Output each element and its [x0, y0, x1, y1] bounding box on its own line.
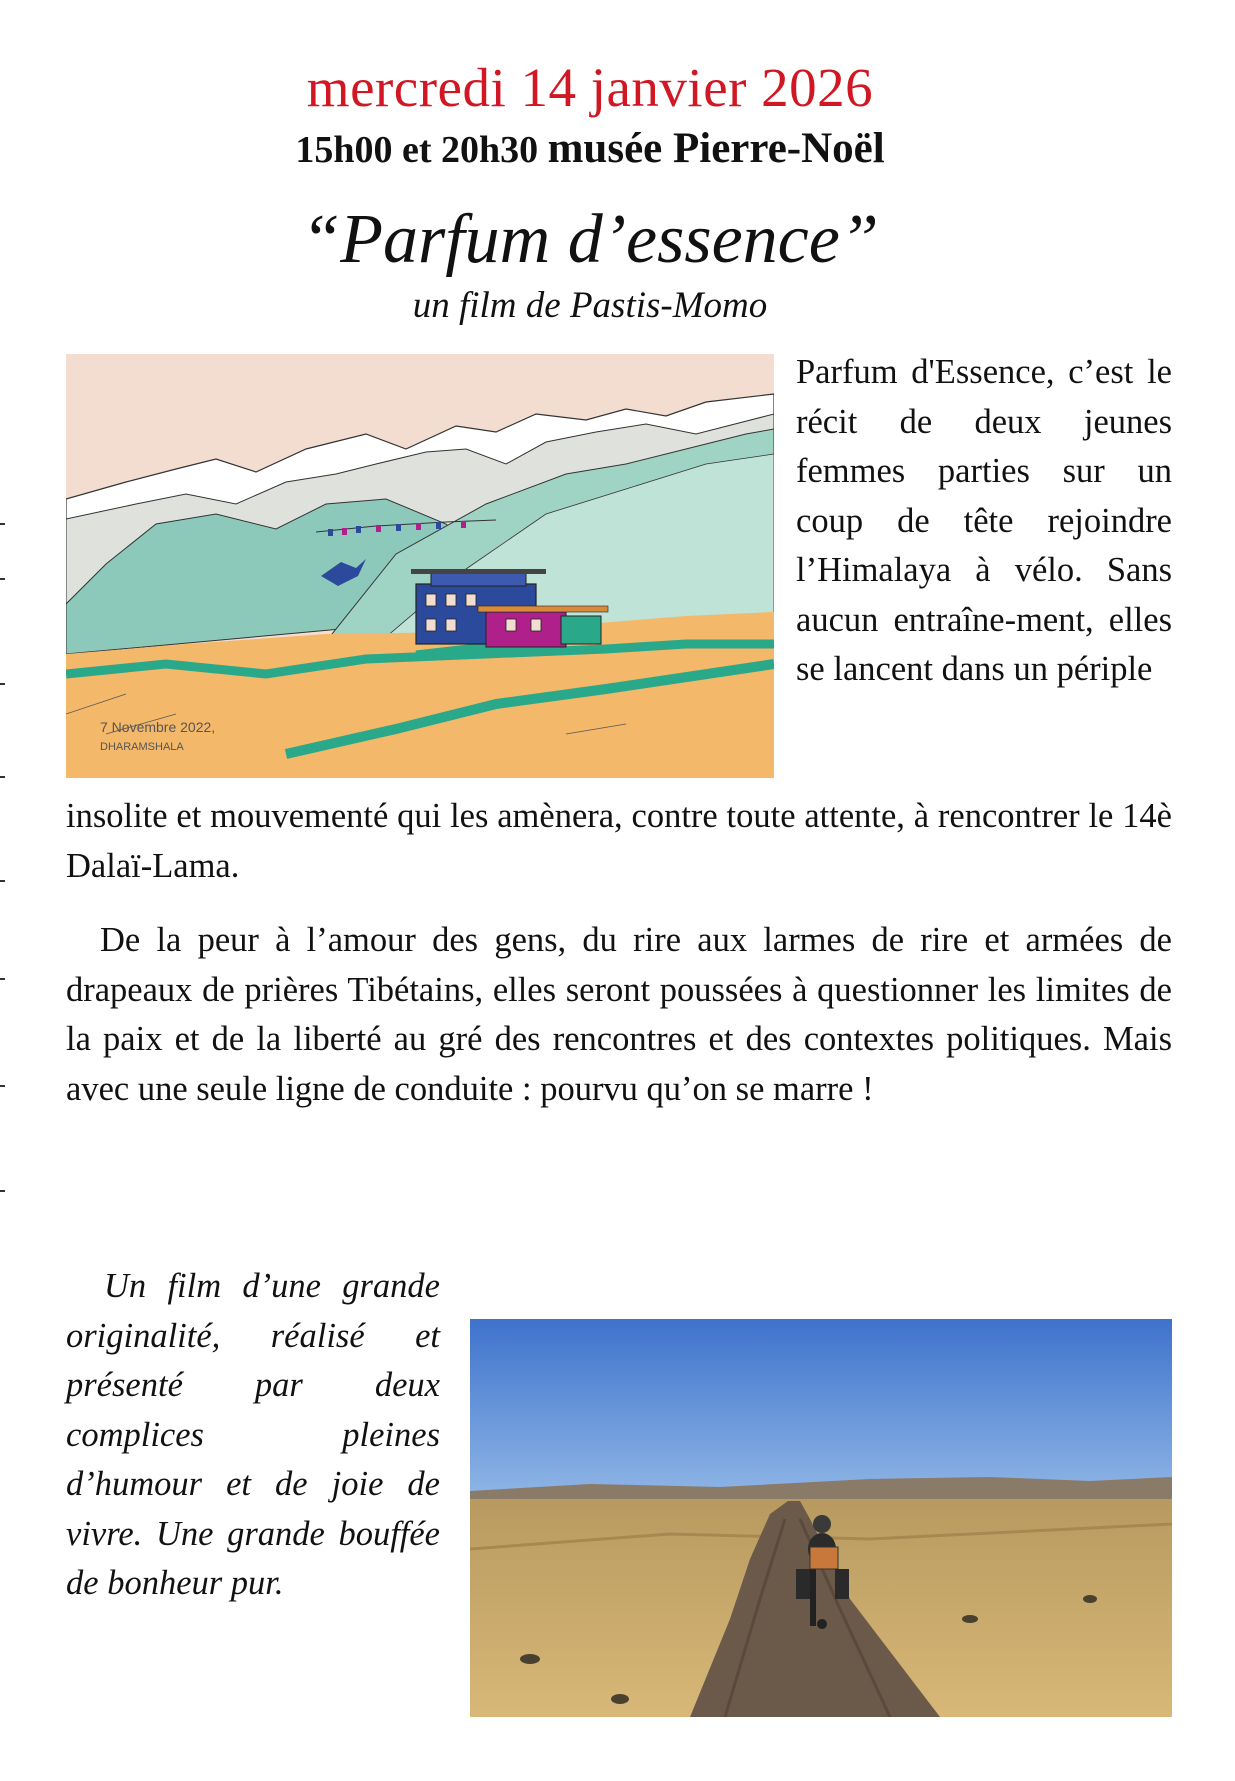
film-author: un film de Pastis-Momo — [412, 285, 768, 326]
margin-tick — [0, 978, 5, 980]
synopsis-paragraph-2-text: De la peur à l’amour des gens, du rire aux larmes de rire et armées de drapeaux de prières Tibétains, elles seront poussées à questionner les limites de la paix et de la liberté au gré des rencontres et des contextes politiques. Mais avec une seule ligne de conduite : pourvu qu’on se marre ! — [66, 921, 1172, 1108]
event-times: 15h00 et 20h30 — [295, 129, 539, 171]
synopsis-paragraph-1-side: Parfum d'Essence, c’est le récit de deux jeunes femmes parties sur un coup de tête rejoindre l’Himalaya à vélo. Sans aucun entraîne-ment, elles se lancent dans un périple — [796, 353, 1172, 688]
event-date: mercredi 14 janvier 2026 — [306, 57, 874, 118]
illustration-caption-date: 7 Novembre 2022, — [100, 719, 216, 735]
margin-tick — [0, 523, 5, 525]
margin-tick — [0, 1190, 5, 1192]
margin-tick — [0, 683, 5, 685]
review-text — [66, 1262, 440, 1609]
synopsis-paragraph-2 — [66, 916, 1172, 1114]
himalaya-illustration — [66, 354, 774, 778]
margin-tick — [0, 776, 5, 778]
margin-tick — [0, 880, 5, 882]
illustration-caption-place: DHARAMSHALA — [100, 741, 184, 753]
review-text-body: Un film d’une grande originalité, réalisé et présenté par deux complices pleines d’humour et de joie de vivre. Une grande bouffée de bonheur pur. — [66, 1267, 440, 1602]
cyclist-photo — [470, 1319, 1172, 1717]
event-venue: musée Pierre-Noël — [547, 125, 885, 172]
film-title: “Parfum d’essence” — [301, 201, 879, 278]
synopsis-paragraph-1-continued: insolite et mouvementé qui les amènera, contre toute attente, à rencontrer le 14è Dalaï-Lama. — [66, 797, 1172, 885]
event-time-venue — [0, 124, 1180, 173]
margin-tick — [0, 1085, 5, 1087]
margin-tick — [0, 578, 5, 580]
